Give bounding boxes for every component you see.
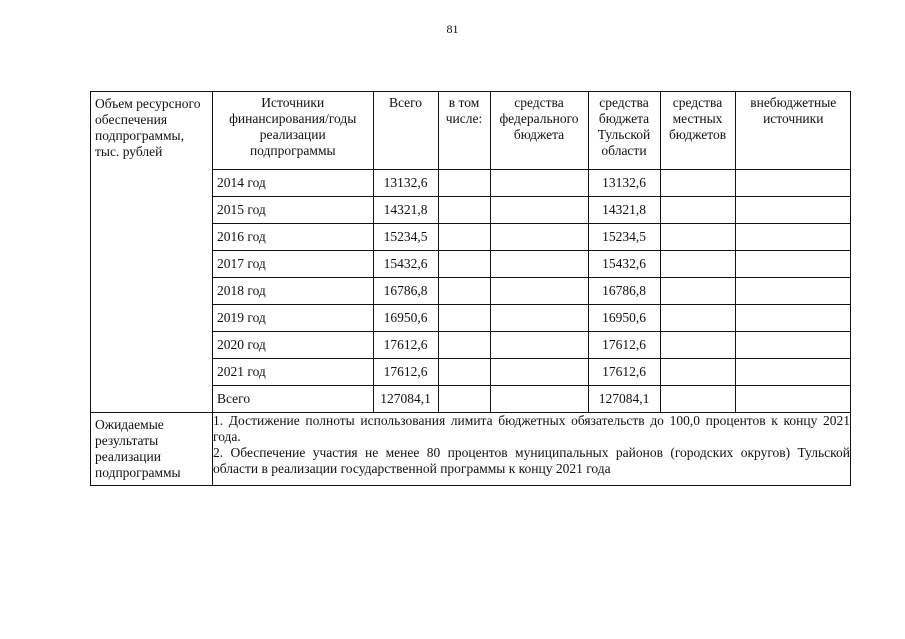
- header-total: Всего: [373, 92, 438, 170]
- cell-extrabudgetary: [735, 197, 851, 224]
- funding-row: [213, 251, 851, 278]
- cell-total: 17612,6: [373, 332, 438, 359]
- cell-federal: [490, 305, 588, 332]
- cell-extrabudgetary: [735, 251, 851, 278]
- cell-local: [660, 251, 735, 278]
- cell-extrabudgetary: [735, 332, 851, 359]
- header-federal: средства федерального бюджета: [490, 92, 588, 170]
- funding-table: [213, 92, 851, 412]
- funding-row: [213, 305, 851, 332]
- cell-federal: [490, 278, 588, 305]
- funding-row: [213, 359, 851, 386]
- cell-year: 2019 год: [213, 305, 373, 332]
- funding-header-row: [213, 92, 851, 170]
- cell-total: 15234,5: [373, 224, 438, 251]
- cell-including: [438, 332, 490, 359]
- cell-year: Всего: [213, 386, 373, 413]
- results-content: [213, 413, 851, 486]
- cell-year: 2016 год: [213, 224, 373, 251]
- cell-federal: [490, 332, 588, 359]
- cell-federal: [490, 170, 588, 197]
- results-label: Ожидаемые результаты реализации подпрограммы: [91, 413, 213, 486]
- cell-federal: [490, 197, 588, 224]
- funding-row: [213, 278, 851, 305]
- cell-total: 16786,8: [373, 278, 438, 305]
- cell-total: 15432,6: [373, 251, 438, 278]
- cell-local: [660, 278, 735, 305]
- cell-including: [438, 359, 490, 386]
- page-number: 81: [446, 22, 459, 36]
- cell-regional: 17612,6: [588, 332, 660, 359]
- funding-row: [213, 197, 851, 224]
- funding-row: [213, 224, 851, 251]
- resources-label: Объем ресурсного обеспечения подпрограммы, тыс. рублей: [91, 92, 213, 413]
- cell-including: [438, 278, 490, 305]
- cell-year: 2020 год: [213, 332, 373, 359]
- results-row: [91, 413, 851, 486]
- cell-extrabudgetary: [735, 386, 851, 413]
- header-regional: средства бюджета Тульской области: [588, 92, 660, 170]
- header-extrabudgetary: внебюджетные источники: [735, 92, 851, 170]
- cell-year: 2017 год: [213, 251, 373, 278]
- cell-including: [438, 197, 490, 224]
- cell-including: [438, 251, 490, 278]
- cell-local: [660, 386, 735, 413]
- cell-federal: [490, 224, 588, 251]
- funding-row: [213, 386, 851, 413]
- cell-including: [438, 305, 490, 332]
- cell-including: [438, 224, 490, 251]
- cell-extrabudgetary: [735, 359, 851, 386]
- cell-including: [438, 170, 490, 197]
- cell-local: [660, 305, 735, 332]
- cell-federal: [490, 386, 588, 413]
- cell-total: 127084,1: [373, 386, 438, 413]
- cell-local: [660, 332, 735, 359]
- cell-regional: 13132,6: [588, 170, 660, 197]
- cell-federal: [490, 251, 588, 278]
- cell-total: 14321,8: [373, 197, 438, 224]
- cell-year: 2015 год: [213, 197, 373, 224]
- funding-row: [213, 332, 851, 359]
- cell-total: 13132,6: [373, 170, 438, 197]
- cell-regional: 16950,6: [588, 305, 660, 332]
- cell-local: [660, 197, 735, 224]
- passport-table: [90, 91, 851, 486]
- cell-extrabudgetary: [735, 305, 851, 332]
- cell-regional: 15432,6: [588, 251, 660, 278]
- result-item: 2. Обеспечение участия не менее 80 процентов муниципальных районов (городских округов) Тульской области в реализации государственной программы к концу 2021 года: [213, 445, 850, 476]
- cell-regional: 16786,8: [588, 278, 660, 305]
- cell-including: [438, 386, 490, 413]
- cell-local: [660, 170, 735, 197]
- resources-content: [213, 92, 851, 413]
- header-sources: Источники финансирования/годы реализации подпрограммы: [213, 92, 373, 170]
- cell-extrabudgetary: [735, 278, 851, 305]
- cell-year: 2014 год: [213, 170, 373, 197]
- cell-total: 16950,6: [373, 305, 438, 332]
- cell-year: 2018 год: [213, 278, 373, 305]
- header-local: средства местных бюджетов: [660, 92, 735, 170]
- cell-extrabudgetary: [735, 224, 851, 251]
- header-including: в том числе:: [438, 92, 490, 170]
- cell-regional: 17612,6: [588, 359, 660, 386]
- cell-local: [660, 224, 735, 251]
- cell-total: 17612,6: [373, 359, 438, 386]
- cell-extrabudgetary: [735, 170, 851, 197]
- result-item: 1. Достижение полноты использования лимита бюджетных обязательств до 100,0 процентов к концу 2021 года.: [213, 413, 850, 444]
- funding-row: [213, 170, 851, 197]
- cell-year: 2021 год: [213, 359, 373, 386]
- resources-row: [91, 92, 851, 413]
- cell-regional: 15234,5: [588, 224, 660, 251]
- cell-regional: 14321,8: [588, 197, 660, 224]
- cell-local: [660, 359, 735, 386]
- cell-regional: 127084,1: [588, 386, 660, 413]
- cell-federal: [490, 359, 588, 386]
